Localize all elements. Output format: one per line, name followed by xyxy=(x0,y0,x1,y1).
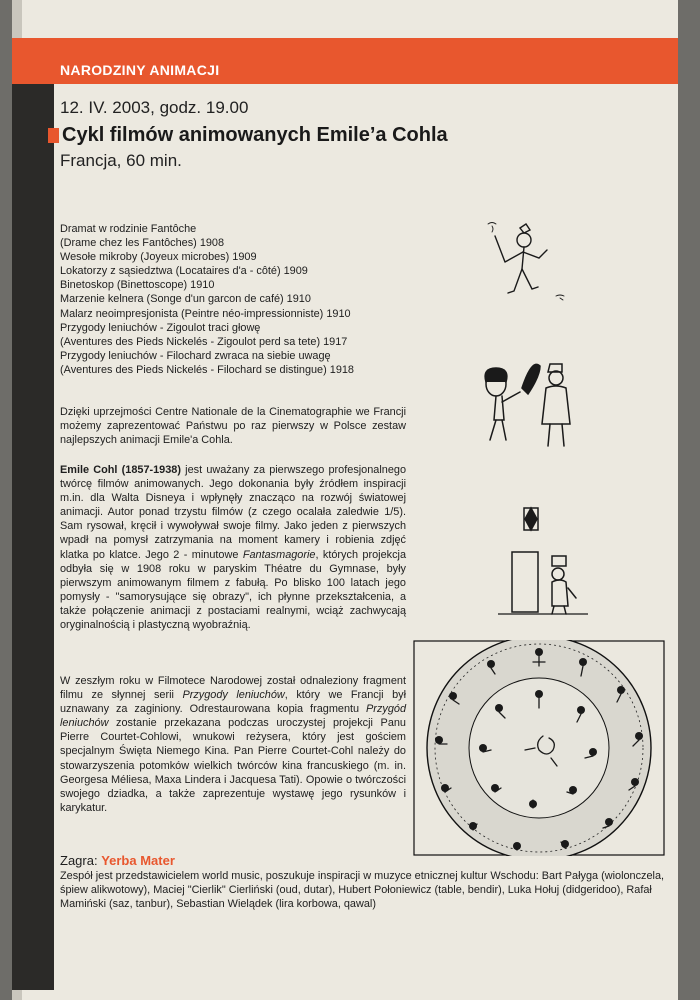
performer-label: Zagra: xyxy=(60,853,102,868)
fragment-paragraph xyxy=(60,674,406,815)
brochure-page xyxy=(12,0,678,1000)
fragment-italic-1: Przygody leniuchów xyxy=(182,689,285,702)
bio-text-2: , których projekcja odbyła się w 1908 roku w paryskim Théatre du Gymnase, były pierwszym animowanym filmem z fabułą. Po blisko 100 latach jego pomysły - "samorysujące się obrazy", ich płynne przekształcenia, a także połączenie animacji z postaciami realnymi, wciąż zachwycają oryginalnością i plastyczną wyobraźnią. xyxy=(60,548,406,632)
film-line: Przygody leniuchów - Filochard zwraca na siebie uwagę xyxy=(60,349,331,362)
film-line: Malarz neoimpresjonista (Peintre néo-impressionniste) 1910 xyxy=(60,307,351,320)
title-row xyxy=(60,124,660,147)
event-header xyxy=(60,98,660,171)
film-list xyxy=(60,222,406,377)
bio-name: Emile Cohl (1857-1938) xyxy=(60,464,181,476)
bio-paragraph xyxy=(60,463,406,632)
film-line: Przygody leniuchów - Zigoulot traci głowę xyxy=(60,321,261,334)
event-title: Cykl filmów animowanych Emile’a Cohla xyxy=(62,124,448,146)
film-line: Binetoskop (Binettoscope) 1910 xyxy=(60,279,215,292)
dark-spine-bar xyxy=(12,38,54,990)
event-subtitle: Francja, 60 min. xyxy=(60,151,182,170)
performer-description: Zespół jest przedstawicielem world music, poszukuje inspiracji w muzyce etnicznej kultur Wschodu: Bart Pałyga (wiolonczela, śpiew alikwotowy), Maciej "Cierlik" Cierliński (oud, dutar), Hubert Połoniewicz (table, bendir), Luka Hołuj (didgeridoo), Rafał Mamiński (saz, tanbur), Sebastian Wielądek (lira korbowa, qawal) xyxy=(60,870,665,911)
performer-section xyxy=(60,854,670,911)
title-bullet xyxy=(48,128,59,143)
window-door-drawing xyxy=(498,494,588,624)
fragment-italic-2: Przygód leniuchów xyxy=(60,703,406,730)
film-line: Lokatorzy z sąsiedztwa (Locataires d'a - côté) 1909 xyxy=(60,265,308,278)
fragment-text-3: zostanie przekazana podczas uroczystej projekcji Panu Pierre Courtet-Cohlowi, wnukowi reżysera, który jest gościem specjalnym Święta Niemego Kina. Pan Pierre Courtet-Cohl należy do stowarzyszenia potomków wielkich twórców kina francuskiego (m. in. Georgesa Méliesa, Maxa Lindera i Jacquesa Tati). Opowie o twórczości swojego dziadka, a także zaprezentuje wystawę jego rysunków i karykatur. xyxy=(60,717,406,814)
film-line: (Aventures des Pieds Nickelés - Zigoulot perd sa tete) 1917 xyxy=(60,335,348,348)
film-line: (Aventures des Pieds Nickelés - Filochard se distingue) 1918 xyxy=(60,363,354,376)
film-line: Marzenie kelnera (Songe d'un garcon de café) 1910 xyxy=(60,293,311,306)
performer-heading xyxy=(60,854,670,868)
two-figures-drawing xyxy=(470,354,590,454)
fragment-text-2: , który we Francji był uznawany za zaginiony. Odrestaurowana kopia fragmentu xyxy=(60,689,407,716)
circle-dancers-drawing xyxy=(413,640,665,856)
swordsman-drawing xyxy=(468,218,578,318)
event-date: 12. IV. 2003, godz. 19.00 xyxy=(60,98,249,117)
section-label: NARODZINY ANIMACJI xyxy=(60,62,220,78)
intro-paragraph: Dzięki uprzejmości Centre Nationale de la Cinematographie we Francji możemy zaprezentować Państwu po raz pierwszy w Polsce zestaw najlepszych animacji Emile'a Cohla. xyxy=(60,406,406,447)
film-line: (Drame chez les Fantôches) 1908 xyxy=(60,237,225,250)
film-line: Dramat w rodzinie Fantôche xyxy=(60,223,197,235)
bio-italic: Fantasmagorie xyxy=(242,548,316,561)
performer-band-name: Yerba Mater xyxy=(101,853,175,868)
film-line: Wesołe mikroby (Joyeux microbes) 1909 xyxy=(60,251,257,264)
fragment-text-1: W zeszłym roku w Filmotece Narodowej został odnaleziony fragment filmu ze słynnej serii xyxy=(60,675,406,702)
bio-text-1: jest uważany za pierwszego profesjonalnego twórcę filmów animowanych. Jego dokonania były źródłem inspiracji m.in. dla Walta Disneya i wpłynęły znacząco na rozwój światowej animacji. Autor ponad trzystu filmów (z czego ocalała zaledwie 1/5). Sam rysował, kręcił i wywoływał swoje filmy. Jako jeden z pierwszych wpadł na pomysł zatrzymania na moment kamery i robienia zdjęć klatka po klatce. Jego 2 - minutowe xyxy=(60,464,406,561)
